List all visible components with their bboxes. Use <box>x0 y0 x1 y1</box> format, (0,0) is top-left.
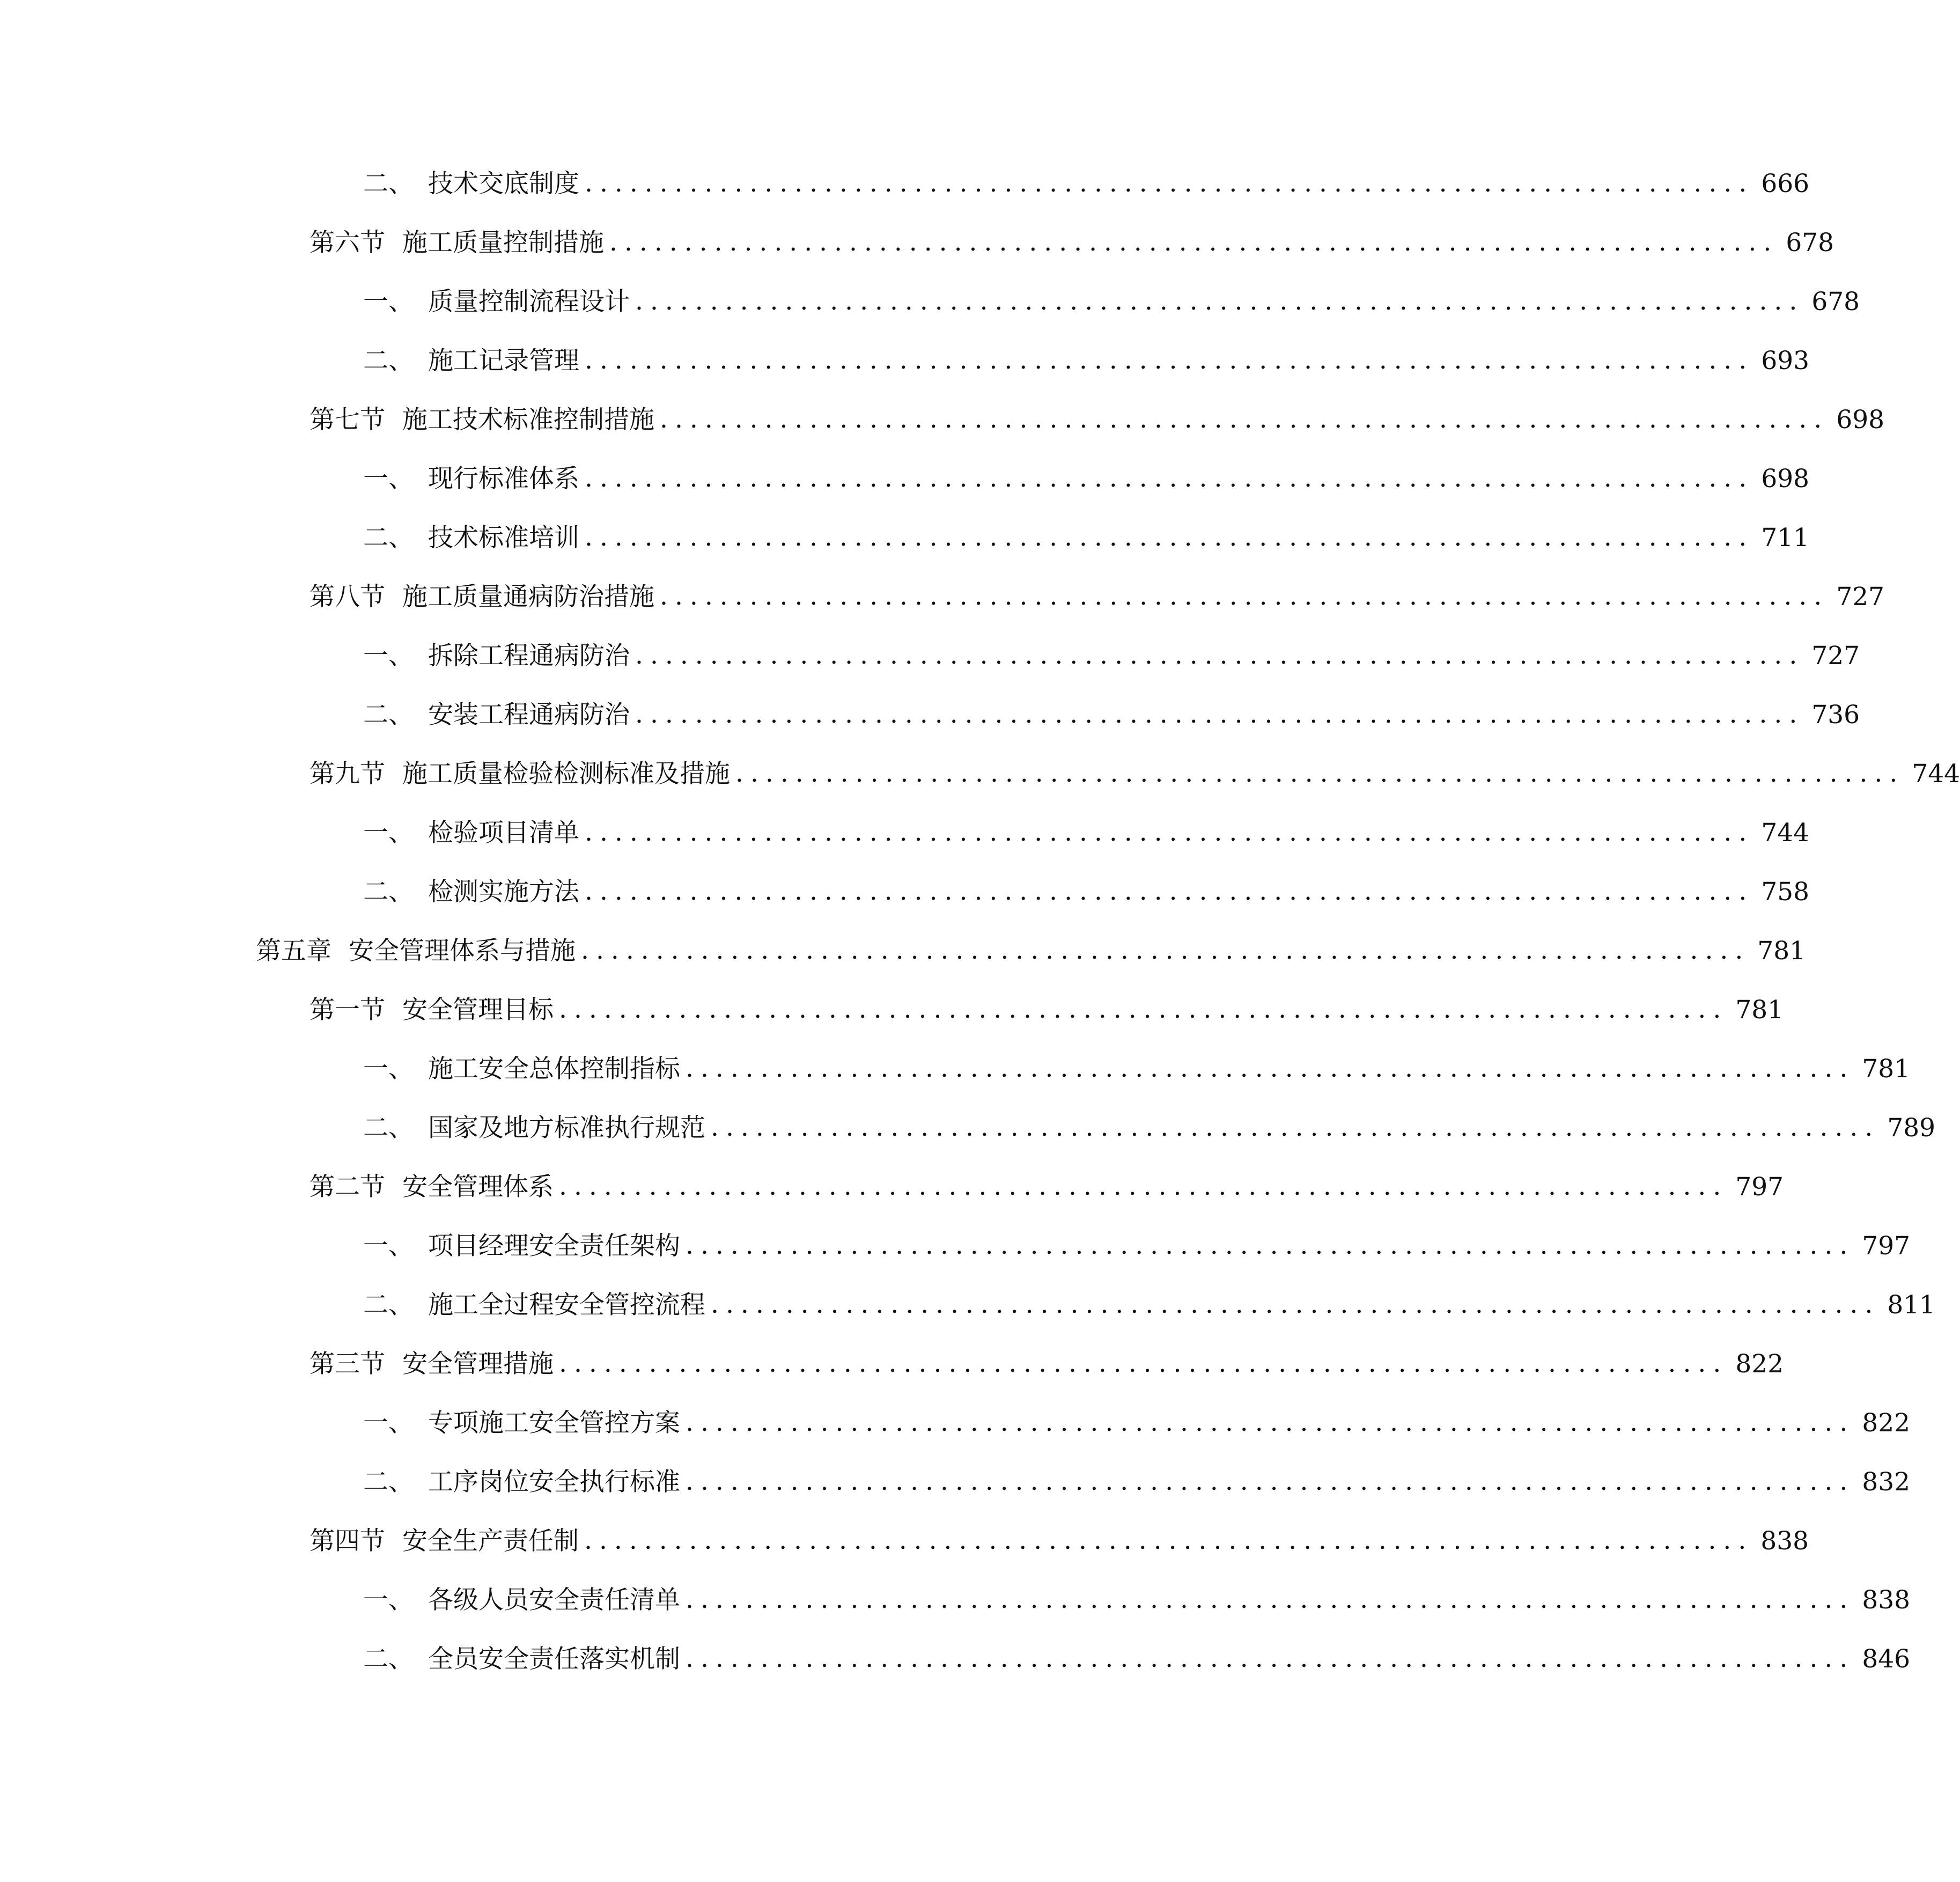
toc-entry-title: 现行标准体系 <box>428 464 579 494</box>
table-of-contents <box>0 154 1960 1688</box>
toc-entry-title: 施工质量通病防治措施 <box>402 582 654 612</box>
toc-entry-number: 一、 <box>363 286 414 317</box>
toc-dot-leader: .............................................................................. <box>686 1644 1855 1673</box>
toc-dot-leader: .............................................................................. <box>735 759 1905 788</box>
toc-dot-leader: .............................................................................. <box>686 1585 1855 1614</box>
toc-dot-leader: .............................................................................. <box>686 1467 1855 1496</box>
toc-dot-leader: .............................................................................. <box>559 1349 1728 1378</box>
toc-entry-number: 二、 <box>363 523 414 553</box>
toc-entry[interactable] <box>0 1452 1911 1511</box>
toc-entry[interactable] <box>0 1393 1911 1452</box>
toc-page-number: 789 <box>1887 1113 1936 1143</box>
toc-entry-title: 安全生产责任制 <box>402 1526 579 1556</box>
toc-page-number: 693 <box>1761 345 1810 376</box>
toc-dot-leader: .............................................................................. <box>635 641 1804 670</box>
toc-entry-title: 技术交底制度 <box>428 168 579 199</box>
toc-entry-title: 工序岗位安全执行标准 <box>428 1467 680 1497</box>
toc-entry[interactable] <box>0 1157 1784 1216</box>
toc-entry[interactable] <box>0 1629 1911 1688</box>
toc-entry[interactable] <box>0 1216 1911 1275</box>
toc-entry-title: 技术标准培训 <box>428 523 579 553</box>
toc-entry-number: 第八节 <box>310 582 385 612</box>
toc-page-number: 832 <box>1862 1467 1911 1497</box>
toc-entry-title: 安装工程通病防治 <box>428 700 630 730</box>
toc-entry[interactable] <box>0 980 1784 1039</box>
toc-entry-title: 专项施工安全管控方案 <box>428 1408 680 1438</box>
toc-entry-title: 各级人员安全责任清单 <box>428 1585 680 1615</box>
toc-dot-leader: .............................................................................. <box>559 995 1728 1024</box>
toc-entry[interactable] <box>0 331 1810 390</box>
toc-entry[interactable] <box>0 154 1810 213</box>
toc-page-number: 678 <box>1811 286 1860 317</box>
toc-entry[interactable] <box>0 685 1860 744</box>
toc-entry-title: 拆除工程通病防治 <box>428 641 630 671</box>
toc-entry-number: 二、 <box>363 877 414 907</box>
toc-entry-title: 安全管理措施 <box>402 1349 554 1379</box>
toc-dot-leader: .............................................................................. <box>686 1408 1855 1437</box>
toc-page-number: 781 <box>1735 995 1784 1025</box>
toc-entry[interactable] <box>0 626 1860 685</box>
toc-dot-leader: .............................................................................. <box>711 1113 1880 1142</box>
toc-entry[interactable] <box>0 1511 1809 1570</box>
toc-entry-title: 施工质量检验检测标准及措施 <box>402 759 730 789</box>
toc-entry-number: 第二节 <box>310 1172 385 1202</box>
toc-page-number: 727 <box>1836 582 1885 612</box>
toc-entry-number: 二、 <box>363 700 414 730</box>
toc-entry-title: 国家及地方标准执行规范 <box>428 1113 705 1143</box>
toc-entry-title: 施工技术标准控制措施 <box>402 405 654 435</box>
toc-page-number: 822 <box>1862 1408 1911 1438</box>
toc-page-number: 678 <box>1786 227 1834 258</box>
toc-entry[interactable] <box>0 1334 1784 1393</box>
toc-page-number: 797 <box>1862 1231 1911 1261</box>
toc-entry-number: 第九节 <box>310 759 385 789</box>
toc-page-number: 727 <box>1811 641 1860 671</box>
toc-entry-number: 一、 <box>363 641 414 671</box>
toc-entry-number: 一、 <box>363 1408 414 1438</box>
toc-entry[interactable] <box>0 390 1885 449</box>
toc-entry[interactable] <box>0 921 1806 980</box>
toc-page-number: 744 <box>1761 818 1810 848</box>
toc-dot-leader: .............................................................................. <box>660 582 1829 611</box>
toc-entry-title: 安全管理体系 <box>402 1172 554 1202</box>
toc-page-number: 838 <box>1862 1585 1911 1615</box>
toc-entry[interactable] <box>0 744 1960 803</box>
toc-entry[interactable] <box>0 1039 1911 1098</box>
toc-dot-leader: .............................................................................. <box>584 1526 1753 1555</box>
toc-entry-number: 一、 <box>363 1054 414 1084</box>
toc-entry[interactable] <box>0 1570 1911 1629</box>
toc-entry-number: 二、 <box>363 345 414 376</box>
toc-page-number: 698 <box>1836 405 1885 435</box>
toc-page-number: 846 <box>1862 1644 1911 1674</box>
toc-entry[interactable] <box>0 567 1885 626</box>
toc-dot-leader: .............................................................................. <box>711 1290 1880 1319</box>
toc-entry-title: 检验项目清单 <box>428 818 579 848</box>
toc-dot-leader: .............................................................................. <box>686 1054 1855 1083</box>
toc-dot-leader: .............................................................................. <box>585 345 1754 375</box>
toc-entry-number: 一、 <box>363 1585 414 1615</box>
toc-entry-number: 第五章 <box>256 936 331 966</box>
toc-entry[interactable] <box>0 449 1810 508</box>
toc-page-number: 758 <box>1761 877 1810 907</box>
toc-dot-leader: .............................................................................. <box>660 405 1829 434</box>
toc-entry-number: 一、 <box>363 464 414 494</box>
toc-entry[interactable] <box>0 1098 1936 1157</box>
toc-page-number: 698 <box>1761 464 1810 494</box>
toc-entry-number: 一、 <box>363 818 414 848</box>
toc-entry-number: 第七节 <box>310 405 385 435</box>
toc-entry-title: 施工安全总体控制指标 <box>428 1054 680 1084</box>
toc-entry[interactable] <box>0 213 1834 272</box>
toc-entry-number: 二、 <box>363 168 414 199</box>
toc-page-number: 811 <box>1887 1290 1936 1320</box>
toc-dot-leader: .............................................................................. <box>559 1172 1728 1201</box>
toc-page-number: 781 <box>1862 1054 1911 1084</box>
toc-dot-leader: .............................................................................. <box>585 818 1754 847</box>
toc-entry-number: 二、 <box>363 1290 414 1320</box>
toc-entry-number: 二、 <box>363 1113 414 1143</box>
toc-page-number: 822 <box>1735 1349 1784 1379</box>
toc-entry-title: 施工质量控制措施 <box>402 227 604 258</box>
toc-entry-title: 安全管理体系与措施 <box>349 936 576 966</box>
toc-entry-title: 检测实施方法 <box>428 877 579 907</box>
toc-dot-leader: .............................................................................. <box>635 700 1804 729</box>
toc-entry[interactable] <box>0 1275 1936 1334</box>
toc-dot-leader: .............................................................................. <box>635 286 1804 316</box>
toc-page-number: 838 <box>1760 1526 1809 1556</box>
toc-dot-leader: .............................................................................. <box>609 227 1779 257</box>
toc-dot-leader: .............................................................................. <box>585 464 1754 493</box>
toc-entry-number: 第四节 <box>310 1526 385 1556</box>
toc-page-number: 711 <box>1761 523 1810 553</box>
toc-entry-title: 施工全过程安全管控流程 <box>428 1290 705 1320</box>
toc-entry[interactable] <box>0 508 1810 567</box>
toc-page-number: 781 <box>1757 936 1806 966</box>
toc-page-number: 797 <box>1735 1172 1784 1202</box>
toc-entry-title: 项目经理安全责任架构 <box>428 1231 680 1261</box>
toc-entry-title: 质量控制流程设计 <box>428 286 630 317</box>
toc-page-number: 744 <box>1912 759 1960 789</box>
toc-page-number: 666 <box>1761 168 1810 199</box>
toc-dot-leader: .............................................................................. <box>585 523 1754 552</box>
toc-entry[interactable] <box>0 803 1810 862</box>
toc-dot-leader: .............................................................................. <box>686 1231 1855 1260</box>
toc-entry-number: 第一节 <box>310 995 385 1025</box>
toc-page-number: 736 <box>1811 700 1860 730</box>
toc-entry[interactable] <box>0 862 1810 921</box>
toc-entry-number: 第三节 <box>310 1349 385 1379</box>
toc-dot-leader: .............................................................................. <box>585 168 1754 198</box>
toc-entry-title: 施工记录管理 <box>428 345 579 376</box>
toc-entry[interactable] <box>0 272 1860 331</box>
toc-entry-number: 第六节 <box>310 227 385 258</box>
toc-entry-number: 一、 <box>363 1231 414 1261</box>
toc-entry-number: 二、 <box>363 1644 414 1674</box>
toc-entry-title: 全员安全责任落实机制 <box>428 1644 680 1674</box>
toc-dot-leader: .............................................................................. <box>585 877 1754 906</box>
toc-dot-leader: .............................................................................. <box>581 936 1750 965</box>
toc-entry-number: 二、 <box>363 1467 414 1497</box>
toc-entry-title: 安全管理目标 <box>402 995 554 1025</box>
